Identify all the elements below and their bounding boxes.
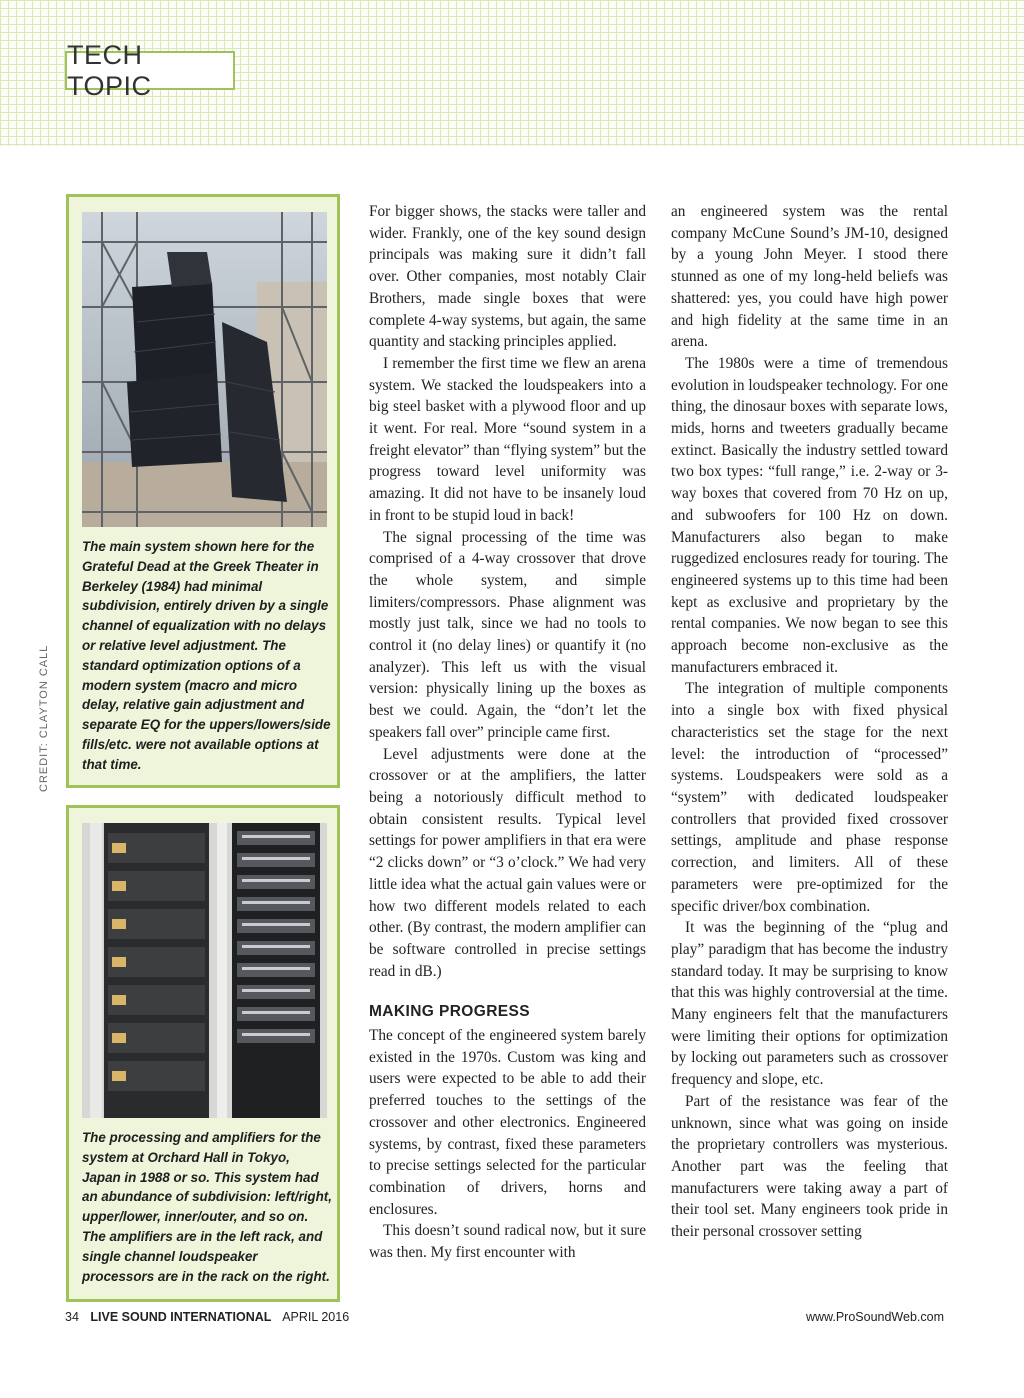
article-column-3 bbox=[671, 201, 948, 1243]
figure-2 bbox=[66, 805, 340, 1302]
issue-date: APRIL 2016 bbox=[282, 1310, 350, 1324]
paragraph: The integration of multiple components into a single box with fixed physical characteristics set the stage for the next level: the introduction of “processed” systems. Loudspeakers were sold as a “system” with dedicated loudspeaker controllers that provided fixed crossover settings, amplitude and phase response correction, and limiters. All of these parameters were pre-optimized for the specific driver/box combination. bbox=[671, 680, 948, 915]
figure-1 bbox=[66, 194, 340, 788]
magazine-name: LIVE SOUND INTERNATIONAL bbox=[90, 1310, 272, 1324]
paragraph: This doesn’t sound radical now, but it sure was then. My first encounter with bbox=[369, 1222, 646, 1262]
figure-2-photo bbox=[82, 823, 327, 1118]
paragraph: Level adjustments were done at the crossover or at the amplifiers, the latter being a notoriously difficult method to obtain consistent results. Typical level settings for power amplifiers in that era were “2 clicks down” or “3 o’clock.” We had very little idea what the actual gain values were or how two different models related to each other. (By contrast, the modern amplifier can be software controlled in precise settings read in dB.) bbox=[369, 745, 646, 980]
paragraph: Part of the resistance was fear of the unknown, since what was going on inside the proprietary controllers was mysterious. Another part was the feeling that manufacturers were taking away a part of their tool set. Many engineers took pride in their personal crossover setting bbox=[671, 1092, 948, 1241]
figure-1-photo bbox=[82, 212, 327, 527]
paragraph: The concept of the engineered system barely existed in the 1970s. Custom was king and users were expected to be able to add their preferred touches to the settings of the crossover and other electronics. Engineered systems, by contrast, fixed these parameters to precise settings selected for the particular combination of drivers, horns and enclosures. bbox=[369, 1027, 646, 1218]
paragraph: The 1980s were a time of tremendous evolution in loudspeaker technology. For one thing, the dinosaur boxes with separate lows, mids, horns and tweeters gradually became extinct. Basically the industry settled toward two box types: “full range,” i.e. 2-way or 3-way boxes that covered from 70 Hz on up, and subwoofers for 100 Hz on down. Manufacturers also began to make ruggedized enclosures ready for touring. The engineered systems up to this time had been kept as exclusive and proprietary by the rental companies. We now began to see this approach become non-exclusive as the manufacturers embraced it. bbox=[671, 354, 948, 676]
photo-credit: CREDIT: CLAYTON CALL bbox=[38, 644, 50, 792]
figure-1-caption: The main system shown here for the Grateful Dead at the Greek Theater in Berkeley (1984) had minimal subdivision, entirely driven by a single channel of equalization with no delays or relative level adjustment. The standard optimization options of a modern system (macro and micro delay, relative gain adjustment and separate EQ for the uppers/lowers/side fills/etc. were not available options at that time. bbox=[82, 539, 331, 772]
paragraph: I remember the first time we flew an arena system. We stacked the loudspeakers into a big steel basket with a plywood floor and up it went. For real. More “sound system in a freight elevator” than “flying system” but the progress toward level uniformity was amazing. It did not have to be insanely loud in front to be stupid loud in back! bbox=[369, 354, 646, 524]
section-heading: MAKING PROGRESS bbox=[369, 1003, 531, 1021]
article-column-2 bbox=[369, 201, 646, 1264]
paragraph: For bigger shows, the stacks were taller and wider. Frankly, one of the key sound design principals was making sure it didn’t fall over. Other companies, most notably Clair Brothers, made single boxes that were complete 4-way systems, but again, the same quantity and stacking principles applied. bbox=[369, 203, 646, 351]
footer-website: www.ProSoundWeb.com bbox=[805, 1310, 944, 1324]
paragraph: The signal processing of the time was comprised of a 4-way crossover that drove the whole system, and simple limiters/compressors. Phase alignment was mostly just talk, since we had no tools to control it (no delay lines) or quantify it (no analyzer). This left us with the visual version: physically lining up the boxes as best we could. Again, the “don’t let the speakers fall over” principle came first. bbox=[369, 528, 646, 741]
figure-2-caption: The processing and amplifiers for the system at Orchard Hall in Tokyo, Japan in 1988 or so. This system had an abundance of subdivision: left/right, upper/lower, inner/outer, and so on. The amplifiers are in the left rack, and single channel loudspeaker processors are in the rack on the right. bbox=[82, 1130, 332, 1284]
footer-folio bbox=[65, 1310, 357, 1324]
scaffolding-speaker-photo bbox=[82, 212, 327, 527]
paragraph: an engineered system was the rental company McCune Sound’s JM-10, designed by a young John Meyer. I stood there stunned as one of my long-held beliefs was shattered: yes, you could have high power and high fidelity at the same time in an arena. bbox=[671, 203, 948, 351]
section-label: TECH TOPIC bbox=[65, 51, 235, 90]
page-number: 34 bbox=[65, 1310, 79, 1324]
paragraph: It was the beginning of the “plug and play” paradigm that has become the industry standard today. It may be surprising to know that this was highly controversial at the time. Many engineers felt that the manufacturers were limiting their options for optimization by locking out parameters such as crossover frequency and slope, etc. bbox=[671, 919, 948, 1089]
amplifier-rack-photo bbox=[82, 823, 327, 1118]
